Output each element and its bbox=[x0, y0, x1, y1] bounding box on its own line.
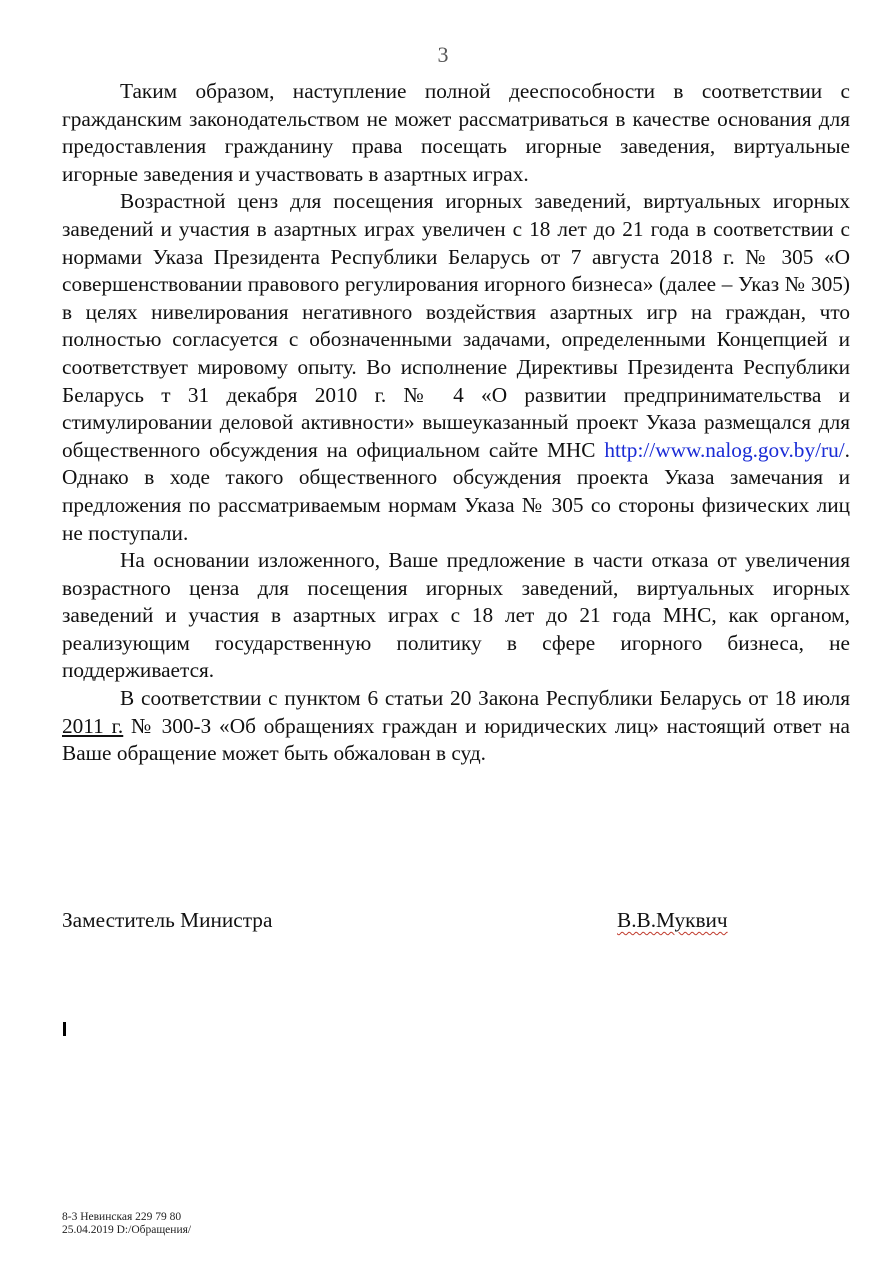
paragraph-4-text-end: № 300-З «Об обращениях граждан и юридических лиц» настоящий ответ на Ваше обращение может быть обжалован в суд. bbox=[62, 713, 850, 766]
paragraph-2 bbox=[62, 188, 850, 547]
paragraph-4 bbox=[62, 685, 850, 768]
page-number: 3 bbox=[437, 42, 449, 67]
footer-contact: 8-3 Невинская 229 79 80 bbox=[62, 1211, 182, 1223]
signatory-name: В.В.Муквич bbox=[617, 908, 728, 932]
paragraph-4-underlined-year: 2011 г. bbox=[62, 713, 124, 738]
signatory-position: Заместитель Министра bbox=[62, 908, 273, 932]
paragraph-1: Таким образом, наступление полной дееспособности в соответствии с гражданским законодательством не может рассматриваться в качестве основания для предоставления гражданину права посещать игорные заведения, виртуальные игорные заведения и участвовать в азартных играх. bbox=[62, 79, 850, 186]
paragraph-2-text-end: . Однако в ходе такого общественного обсуждения проекта Указа замечания и предложения по рассматриваемым нормам Указа № 305 со стороны физических лиц не поступали. bbox=[62, 437, 850, 545]
text-cursor bbox=[63, 1022, 66, 1036]
letter-body bbox=[62, 78, 850, 768]
footer-note bbox=[62, 1211, 191, 1237]
nalog-website-link[interactable]: http://www.nalog.gov.by/ru/ bbox=[604, 437, 845, 462]
footer-date-path: 25.04.2019 D:/Обращения/ bbox=[62, 1224, 192, 1236]
paragraph-3: На основании изложенного, Ваше предложение в части отказа от увеличения возрастного ценза для посещения игорных заведений, виртуальных игорных заведений и участия в азартных играх с 18 лет до 21 года МНС, как органом, реализующим государственную политику в сфере игорного бизнеса, не поддерживается. bbox=[62, 548, 850, 683]
paragraph-4-text-start: В соответствии с пунктом 6 статьи 20 Закона Республики Беларусь от 18 июля bbox=[120, 686, 850, 711]
paragraph-2-text-start: Возрастной ценз для посещения игорных заведений, виртуальных игорных заведений и участия в азартных играх увеличен с 18 лет до 21 года в соответствии с нормами Указа Президента Республики Беларусь от 7 августа 2018 г. № 305 «О совершенствовании правового регулирования игорного бизнеса» (далее – Указ № 305) в целях нивелирования негативного воздействия азартных игр на граждан, что полностью согласуется с обозначенными задачами, определенными Концепцией и соответствует мировому опыту. Во исполнение Директивы Президента Республики Беларусь т 31 декабря 2010 г. № 4 «О развитии предпринимательства и стимулировании деловой активности» вышеуказанный проект Указа размещался для общественного обсуждения на официальном сайте МНС bbox=[62, 189, 850, 462]
